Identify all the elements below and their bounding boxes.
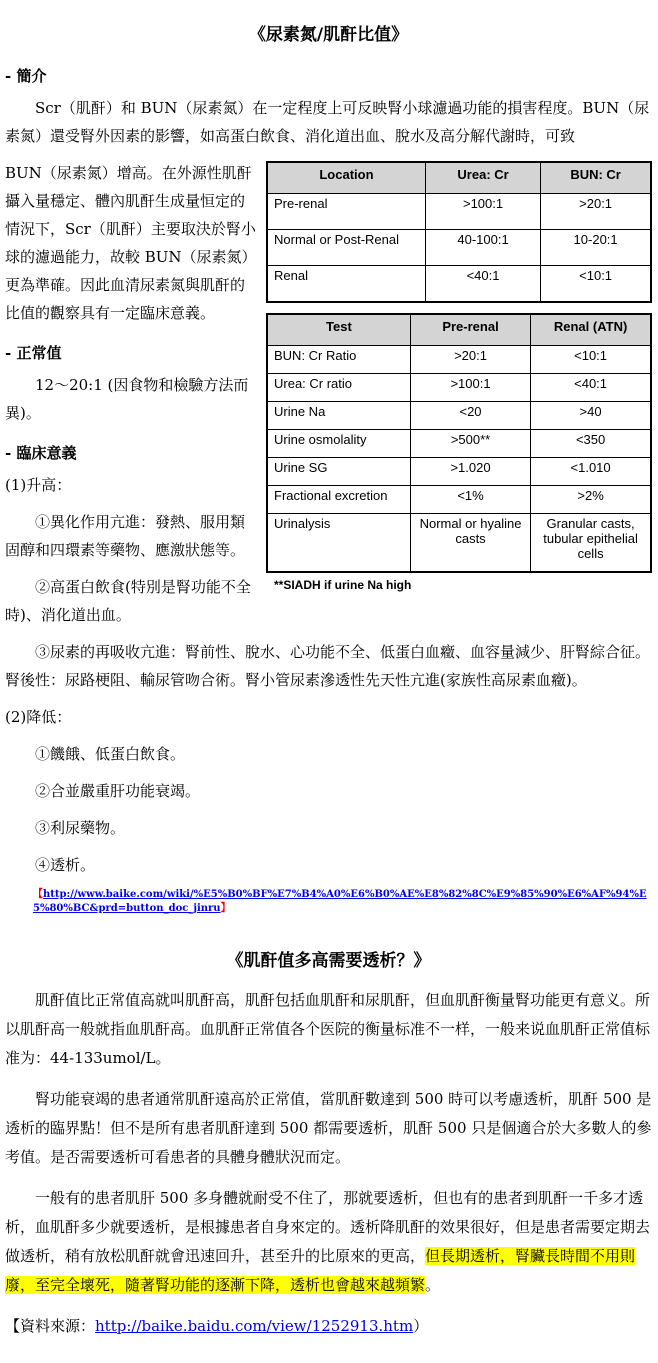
source-close: ） — [413, 1317, 429, 1335]
table-row — [267, 346, 651, 374]
table-row — [267, 458, 651, 486]
highlighted-text: 但長期透析，腎臟長時間不用則廢，至完全壞死，隨著腎功能的逐漸下降，透析也會越來越頻繁 — [5, 1247, 636, 1294]
dialysis-paragraph-3 — [5, 1184, 652, 1300]
table-cell: Renal — [267, 266, 425, 303]
table-cell: BUN: Cr Ratio — [267, 346, 410, 374]
table-row — [267, 486, 651, 514]
table-row — [267, 514, 651, 573]
table-header-cell: Pre-renal — [410, 314, 530, 346]
table-cell: Urinalysis — [267, 514, 410, 573]
table-cell: <10:1 — [531, 346, 651, 374]
increase-item-3: ③尿素的再吸收亢進：腎前性、脫水、心功能不全、低蛋白血癥、血容量減少、肝腎綜合征。腎後性：尿路梗阻、輸尿管吻合術。腎小管尿素滲透性先天性亢進(家族性高尿素血癥)。 — [5, 643, 651, 689]
prerenal-renal-test-table — [266, 313, 652, 573]
table-cell: >1.020 — [410, 458, 530, 486]
bun-cr-location-table — [266, 161, 652, 303]
table-header-row — [267, 314, 651, 346]
table-row — [267, 266, 651, 303]
open-bracket: 【 — [33, 889, 43, 900]
table-cell: Pre-renal — [267, 194, 425, 230]
close-bracket: 】 — [220, 903, 231, 914]
table-cell: <10:1 — [541, 266, 651, 303]
table-cell: Normal or hyaline casts — [410, 514, 530, 573]
table-cell: <1% — [410, 486, 530, 514]
increase-label: (1)升高： — [5, 476, 72, 494]
table-row — [267, 402, 651, 430]
table-footnote: **SIADH if urine Na high — [274, 578, 412, 592]
increase-item-1: ①異化作用亢進：發熱、服用類固醇和四環素等藥物、應激狀態等。 — [5, 513, 246, 559]
intro-section-heading: - 簡介 — [5, 67, 47, 85]
table-cell: <1.010 — [531, 458, 651, 486]
table-cell: >20:1 — [410, 346, 530, 374]
baike-wiki-link[interactable]: http://www.baike.com/wiki/%E5%B0%BF%E7%B4%A0%E6%B0%AE%E8%82%8C%E9%85%90%E6%AF%94%E5%80%BC&prd=button_doc_jinru — [33, 889, 647, 914]
dialysis-section — [5, 950, 652, 1341]
table-cell: 40-100:1 — [425, 230, 540, 266]
table-cell: Urine osmolality — [267, 430, 410, 458]
table-row — [267, 194, 651, 230]
intro-paragraph-1: Scr（肌酐）和 BUN（尿素氮）在一定程度上可反映腎小球濾過功能的損害程度。BUN（尿素氮）還受腎外因素的影響，如高蛋白飲食、消化道出血、脫水及高分解代謝時，可致 — [5, 99, 650, 145]
table-cell: 10-20:1 — [541, 230, 651, 266]
intro-paragraph-2: BUN（尿素氮）增高。在外源性肌酐攝入量穩定、體內肌酐生成量恒定的情況下，Scr（肌酐）主要取決於腎小球的濾過能力，故較 BUN（尿素氮）更為準確。因此血清尿素氮與肌酐的比值的觀察具有一定臨床意義。 — [5, 164, 256, 322]
table-cell: Urine SG — [267, 458, 410, 486]
table-cell: Normal or Post-Renal — [267, 230, 425, 266]
dialysis-paragraph-2: 腎功能衰竭的患者通常肌酐遠高於正常值，當肌酐數達到 500 時可以考慮透析，肌酐 500 是透析的臨界點！但不是所有患者肌酐達到 500 都需要透析，肌酐 500 只是個適合於大多數人的參考值。是否需要透析可看患者的具體身體狀況而定。 — [5, 1090, 652, 1166]
table-row — [267, 374, 651, 402]
clinical-significance-heading: - 臨床意義 — [5, 444, 77, 462]
table-row — [267, 230, 651, 266]
normal-value-section-heading: - 正常值 — [5, 344, 62, 362]
dialysis-section-title: 《肌酐值多高需要透析？》 — [226, 951, 431, 971]
table-cell: <40:1 — [531, 374, 651, 402]
dialysis-paragraph-1: 肌酐值比正常值高就叫肌酐高，肌酐包括血肌酐和尿肌酐，但血肌酐衡量腎功能更有意义。所以肌酐高一般就指血肌酐高。血肌酐正常值各个医院的衡量标准不一样，一般来说血肌酐正常值标准为：44-133umol/L。 — [5, 991, 651, 1067]
document-title: 《尿素氮/肌酐比值》 — [248, 25, 409, 45]
decrease-label: (2)降低： — [5, 708, 72, 726]
decrease-item-2: ②合並嚴重肝功能衰竭。 — [35, 782, 201, 800]
decrease-item-4: ④透析。 — [35, 856, 96, 874]
table-cell: >40 — [531, 402, 651, 430]
table-cell: <20 — [410, 402, 530, 430]
table-header-cell: Test — [267, 314, 410, 346]
table-header-cell: Location — [267, 162, 425, 194]
normal-value-text: 12～20:1 (因食物和檢驗方法而異)。 — [5, 376, 249, 422]
table-cell: Fractional excretion — [267, 486, 410, 514]
prerenal-renal-test-table-wrap — [266, 313, 652, 592]
dialysis-paragraph-3-text: 一般有的患者肌肝 500 多身體就耐受不住了，那就要透析，但也有的患者到肌酐一千多才透析，血肌酐多少就要透析，是根據患者自身來定的。透析降肌酐的效果很好，但是患者需要定期去做透析，稍有放松肌酐就會迅速回升，甚至升的比原來的更高， — [5, 1189, 651, 1265]
table-cell: >2% — [531, 486, 651, 514]
decrease-item-1: ①饑餓、低蛋白飲食。 — [35, 745, 186, 763]
dialysis-paragraph-3-end: 。 — [425, 1276, 441, 1294]
source-line — [5, 1312, 652, 1341]
table-cell: >100:1 — [425, 194, 540, 230]
reference-line — [33, 888, 652, 916]
baidu-baike-link[interactable]: http://baike.baidu.com/view/1252913.htm — [95, 1317, 414, 1335]
table-row — [267, 430, 651, 458]
table-cell: >20:1 — [541, 194, 651, 230]
table-cell: >500** — [410, 430, 530, 458]
source-label: 【資料來源： — [5, 1317, 96, 1335]
table-header-cell: Renal (ATN) — [531, 314, 651, 346]
increase-item-2: ②高蛋白飲食(特別是腎功能不全時)、消化道出血。 — [5, 578, 251, 624]
table-cell: Granular casts, tubular epithelial cells — [531, 514, 651, 573]
table-cell: Urea: Cr ratio — [267, 374, 410, 402]
table-cell: >100:1 — [410, 374, 530, 402]
table-header-cell: Urea: Cr — [425, 162, 540, 194]
decrease-item-3: ③利尿藥物。 — [35, 819, 126, 837]
table-cell: <40:1 — [425, 266, 540, 303]
table-header-row — [267, 162, 651, 194]
table-header-cell: BUN: Cr — [541, 162, 651, 194]
bun-cr-location-table-wrap — [266, 161, 652, 303]
table-cell: Urine Na — [267, 402, 410, 430]
table-cell: <350 — [531, 430, 651, 458]
